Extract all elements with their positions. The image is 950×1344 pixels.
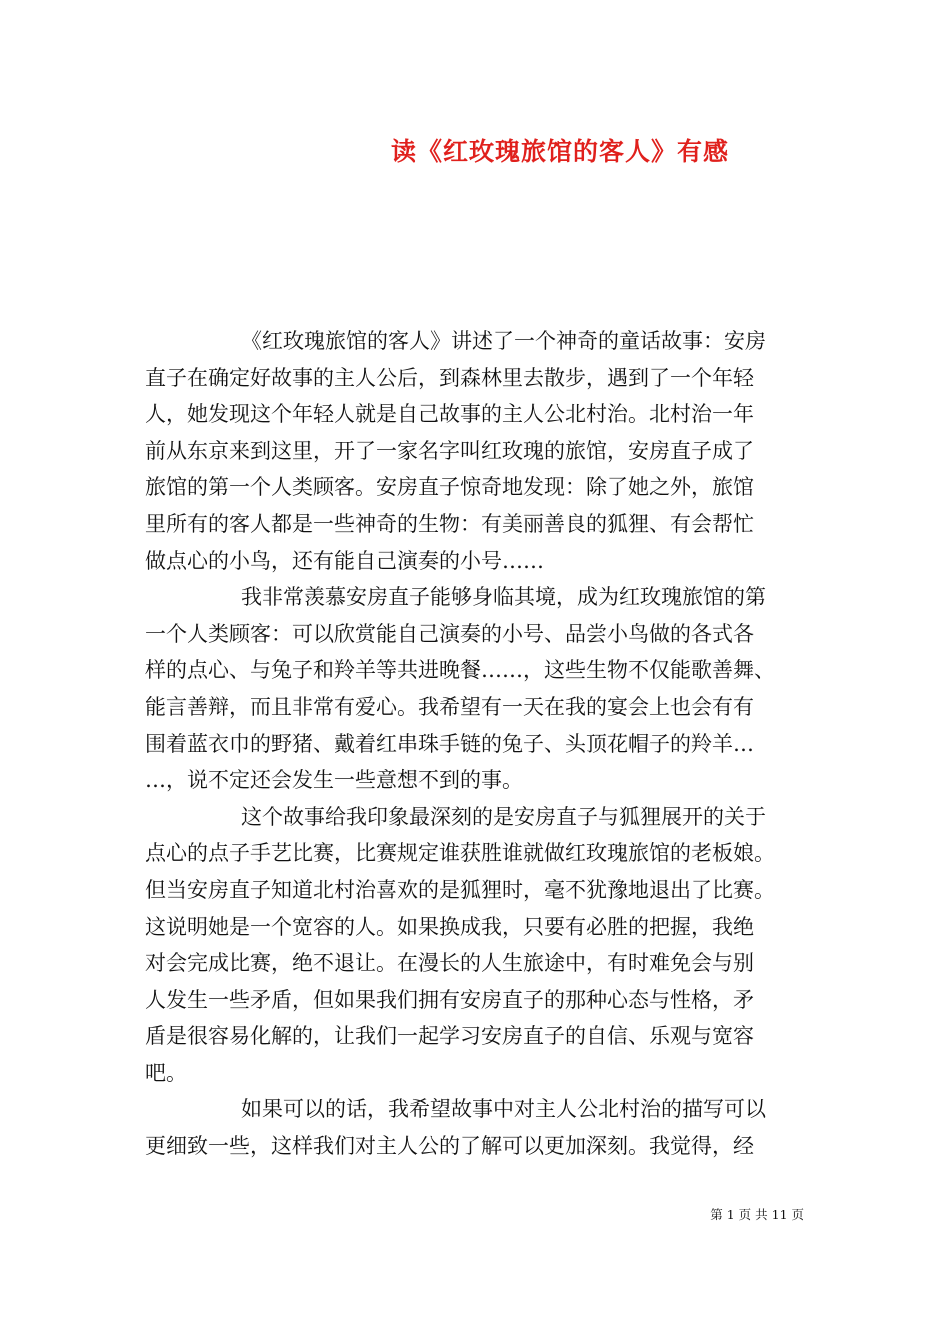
body-line: 人发生一些矛盾，但如果我们拥有安房直子的那种心态与性格，矛 — [145, 987, 754, 1012]
body-line: 盾是很容易化解的，让我们一起学习安房直子的自信、乐观与宽容 — [145, 1024, 754, 1049]
document-body — [145, 323, 813, 1165]
body-line: 《红玫瑰旅馆的客人》讲述了一个神奇的童话故事：安房 — [241, 329, 766, 353]
body-line: 吧。 — [145, 1060, 187, 1085]
body-line: 能言善辩，而且非常有爱心。我希望有一天在我的宴会上也会有有 — [145, 694, 754, 719]
page-footer: 第 1 页 共 11 页 — [710, 1207, 804, 1222]
body-line: 样的点心、与兔子和羚羊等共进晚餐……，这些生物不仅能歌善舞、 — [145, 658, 775, 683]
body-line: 前从东京来到这里，开了一家名字叫红玫瑰的旅馆，安房直子成了 — [145, 438, 754, 463]
body-line: 一个人类顾客：可以欣赏能自己演奏的小号、品尝小鸟做的各式各 — [145, 621, 754, 646]
body-line: 这说明她是一个宽容的人。如果换成我，只要有必胜的把握，我绝 — [145, 914, 754, 939]
body-line: 里所有的客人都是一些神奇的生物：有美丽善良的狐狸、有会帮忙 — [145, 511, 754, 536]
body-line: 人，她发现这个年轻人就是自己故事的主人公北村治。北村治一年 — [145, 402, 754, 427]
body-line: 对会完成比赛，绝不退让。在漫长的人生旅途中，有时难免会与别 — [145, 951, 754, 976]
document-title: 读《红玫瑰旅馆的客人》有感 — [390, 137, 729, 166]
body-line: 我非常羡慕安房直子能够身临其境，成为红玫瑰旅馆的第 — [241, 585, 766, 610]
body-line: …，说不定还会发生一些意想不到的事。 — [145, 768, 523, 793]
body-line: 直子在确定好故事的主人公后，到森林里去散步，遇到了一个年轻 — [145, 365, 754, 390]
body-line: 做点心的小鸟，还有能自己演奏的小号…… — [145, 548, 544, 573]
body-line: 但当安房直子知道北村治喜欢的是狐狸时，毫不犹豫地退出了比赛。 — [145, 877, 775, 902]
body-line: 这个故事给我印象最深刻的是安房直子与狐狸展开的关于 — [241, 804, 766, 829]
body-line: 点心的点子手艺比赛，比赛规定谁获胜谁就做红玫瑰旅馆的老板娘。 — [145, 841, 775, 866]
body-line: 如果可以的话，我希望故事中对主人公北村治的描写可以 — [241, 1097, 766, 1122]
body-line: 旅馆的第一个人类顾客。安房直子惊奇地发现：除了她之外，旅馆 — [145, 475, 754, 500]
body-line: 更细致一些，这样我们对主人公的了解可以更加深刻。我觉得，经 — [145, 1134, 754, 1159]
body-line: 围着蓝衣巾的野猪、戴着红串珠手链的兔子、头顶花帽子的羚羊… — [145, 731, 754, 756]
